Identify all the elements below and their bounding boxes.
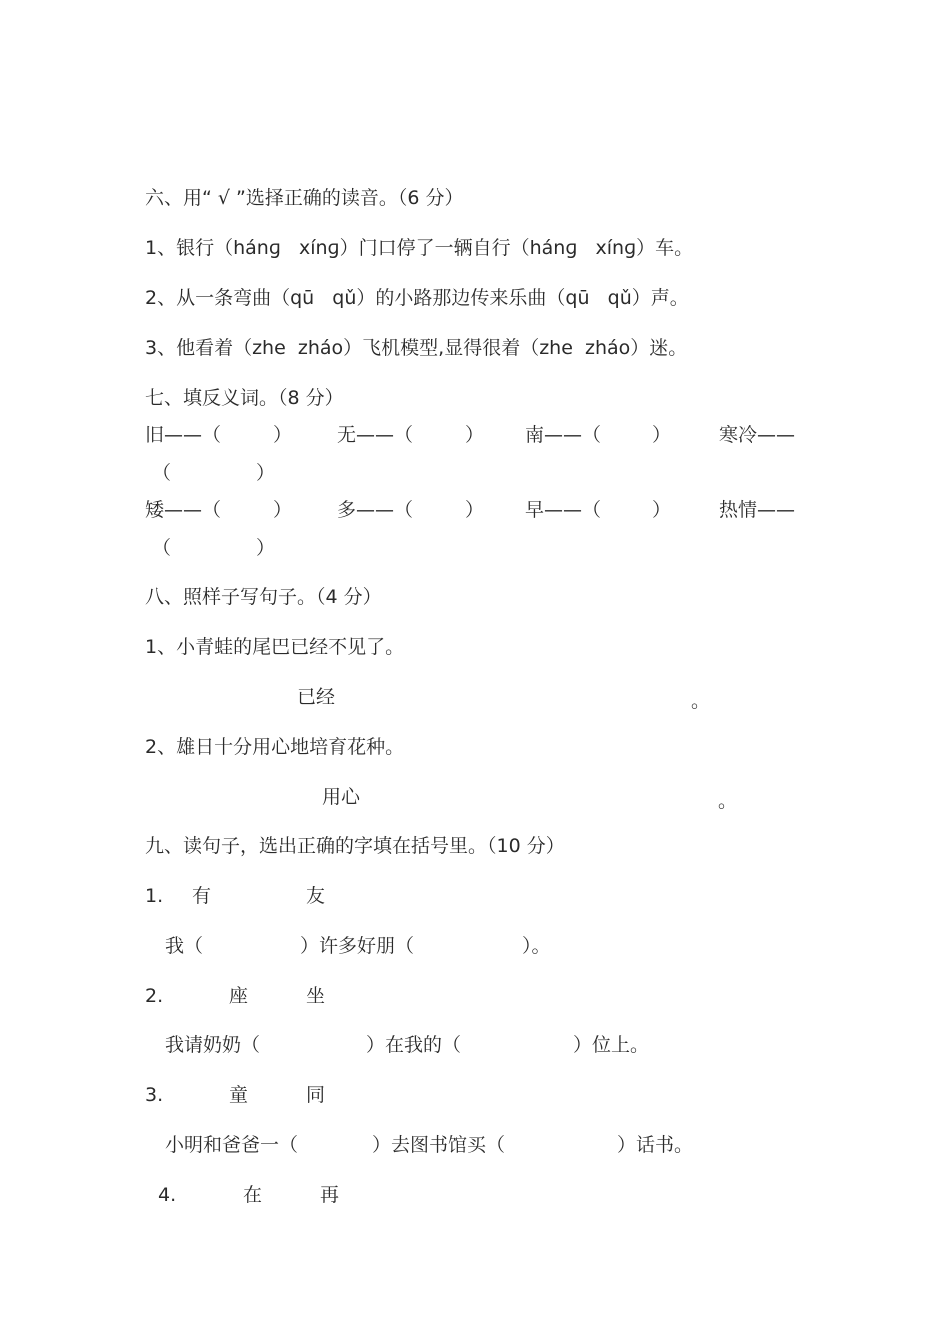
example-word: 用心 — [322, 786, 361, 808]
antonym-prompt: 多——（ — [337, 499, 414, 521]
sentence-end: 。 — [718, 790, 738, 812]
section-8-heading: 八、照样子写句子。（4 分） — [145, 586, 382, 608]
antonym-prompt: 无——（ — [337, 424, 414, 446]
choice-char: 童 — [229, 1084, 249, 1106]
sentence-part: ）许多好朋（ — [300, 935, 415, 957]
sentence-part: ）去图书馆买（ — [372, 1134, 506, 1156]
choice-char: 同 — [306, 1084, 326, 1106]
bracket-close: ） — [273, 424, 293, 446]
antonym-prompt: 早——（ — [525, 499, 602, 521]
sentence-part: ）在我的（ — [366, 1034, 462, 1056]
question-6-3: 3、他看着（zhe zháo）飞机模型,显得很着（zhe zháo）迷。 — [145, 337, 688, 359]
antonym-prompt: 矮——（ — [145, 499, 222, 521]
bracket-close: ） — [652, 424, 672, 446]
antonym-prompt: 南——（ — [525, 424, 602, 446]
antonym-prompt: 寒冷—— — [719, 424, 796, 446]
choice-char: 友 — [306, 885, 326, 907]
question-6-1: 1、银行（hánɡ xínɡ）门口停了一辆自行（hánɡ xínɡ）车。 — [145, 237, 694, 259]
sentence-part: 我请奶奶（ — [165, 1034, 261, 1056]
sentence-end: 。 — [691, 690, 711, 712]
example-word: 已经 — [297, 686, 336, 708]
sentence-part: 我（ — [165, 935, 204, 957]
bracket-open: （ — [152, 462, 172, 484]
question-8-2: 2、雄日十分用心地培育花种。 — [145, 736, 405, 758]
bracket-close: ） — [465, 499, 485, 521]
choice-char: 座 — [229, 985, 249, 1007]
sentence-part: 小明和爸爸一（ — [165, 1134, 299, 1156]
choice-char: 再 — [320, 1184, 340, 1206]
section-7-heading: 七、填反义词。（8 分） — [145, 387, 344, 409]
item-number: 3. — [145, 1084, 164, 1106]
item-number: 2. — [145, 985, 164, 1007]
sentence-part: ）话书。 — [617, 1134, 694, 1156]
bracket-open: （ — [152, 537, 172, 559]
choice-char: 有 — [192, 885, 212, 907]
sentence-part: ）。 — [522, 935, 551, 957]
choice-char: 在 — [243, 1184, 263, 1206]
antonym-prompt: 热情—— — [719, 499, 796, 521]
bracket-close: ） — [256, 537, 276, 559]
item-number: 4. — [158, 1184, 177, 1206]
section-9-heading: 九、读句子，选出正确的字填在括号里。（10 分） — [145, 835, 565, 857]
sentence-part: ）位上。 — [573, 1034, 650, 1056]
antonym-prompt: 旧——（ — [145, 424, 222, 446]
bracket-close: ） — [465, 424, 485, 446]
item-number: 1. — [145, 885, 164, 907]
bracket-close: ） — [652, 499, 672, 521]
section-6-heading: 六、用“ √ ”选择正确的读音。（6 分） — [145, 187, 464, 209]
bracket-close: ） — [256, 462, 276, 484]
question-8-1: 1、小青蛙的尾巴已经不见了。 — [145, 636, 405, 658]
bracket-close: ） — [273, 499, 293, 521]
question-6-2: 2、从一条弯曲（qū qǔ）的小路那边传来乐曲（qū qǔ）声。 — [145, 287, 689, 309]
choice-char: 坐 — [306, 985, 326, 1007]
